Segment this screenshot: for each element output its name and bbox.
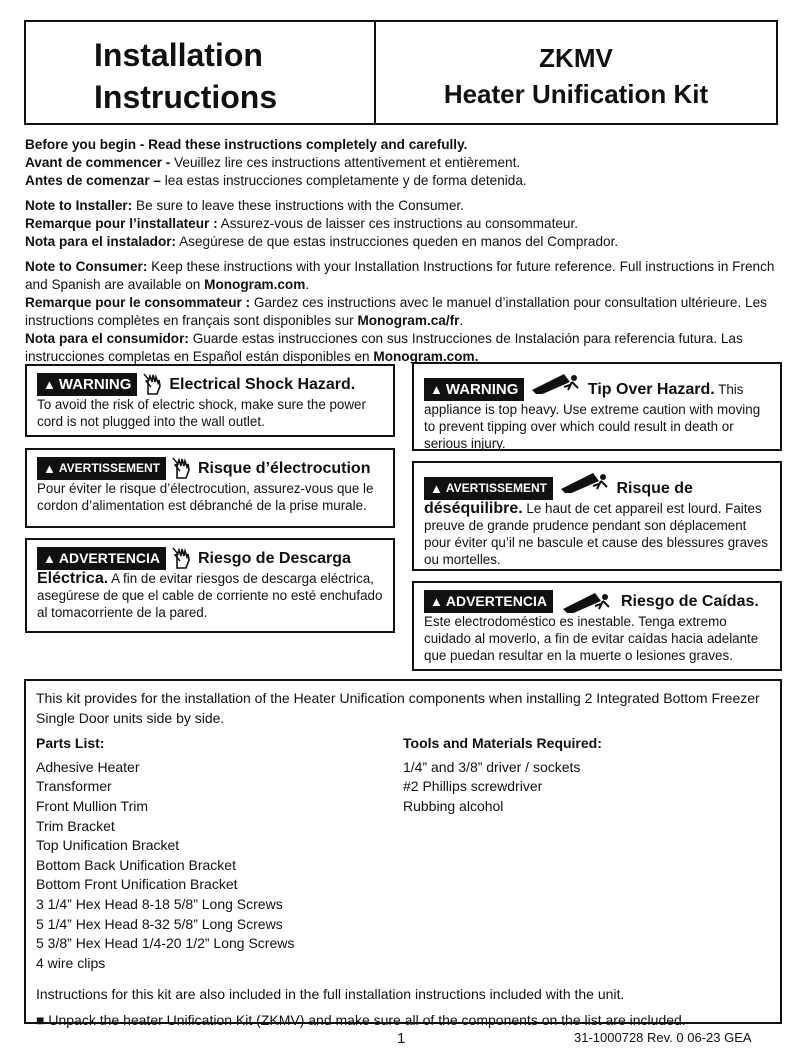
warning-shock-fr [25,448,395,528]
hazard-title-cont: déséquilibre. [424,500,523,517]
list-item: Bottom Front Unification Bracket [36,876,238,893]
list-item: Bottom Back Unification Bracket [36,856,236,873]
warning-badge [424,477,553,500]
electric-shock-hand-icon [172,546,192,570]
list-item: Front Mullion Trim [36,797,149,814]
installer-en-label: Note to Installer: [25,198,133,213]
intro-notes [25,136,785,373]
warning-shock-en [25,364,395,437]
warning-shock-es-header [37,546,383,570]
list-item: #2 Phillips screwdriver [403,778,543,795]
list-item: 3 1/4” Hex Head 8-18 5/8” Long Screws [36,895,283,912]
consumer-fr-end: . [459,313,464,328]
consumer-fr-label: Remarque pour le consommateur : [25,295,251,310]
warning-shock-en-header [37,372,383,396]
before-you-begin [25,136,785,190]
warning-triangle-icon: ▲ [43,550,56,566]
kit-note: Instructions for this kit are also included in the full installation instructions included with the unit. [36,986,625,1003]
consumer-en-label: Note to Consumer: [25,259,148,274]
list-item: 5 3/8” Hex Head 1/4-20 1/2” Long Screws [36,935,295,952]
kit-contents-box [24,679,782,1028]
hazard-title-cont: Eléctrica. [37,570,109,587]
kit-columns [36,734,770,973]
tip-over-icon [559,589,615,613]
warning-shock-es [25,538,395,633]
parts-items [36,758,403,974]
before-fr: Veuillez lire ces instructions attentivement et entièrement. [170,155,521,170]
installer-es: Asegúrese de que estas instrucciones queden en manos del Comprador. [176,234,619,249]
unpack-step [36,1011,770,1031]
hazard-title: Tip Over Hazard. [587,381,715,398]
kit-title [376,22,776,123]
doc-title [26,22,376,123]
warning-badge [37,547,166,570]
electric-shock-hand-icon [143,372,163,396]
bullet-square-icon: ■ [36,1011,45,1028]
hazard-title: Electrical Shock Hazard. [169,375,356,393]
doc-title-line1: Installation [94,37,263,73]
warning-body [424,370,770,452]
tools-items [403,758,770,817]
kit-description: This kit provides for the installation of the Heater Unification components when installing 2 Integrated Bottom Freezer Single Door units side by side. [36,690,760,726]
installer-en: Be sure to leave these instructions with the Consumer. [132,198,464,213]
before-es-label: Antes de comenzar – [25,173,161,188]
consumer-fr: Gardez ces instructions avec le manuel d’installation pour consultation ultérieure. Les instructions complètes en français sont disponibles sur [25,295,767,328]
parts-list [36,734,403,973]
hazard-title: Risque d’électrocution [198,459,371,477]
warning-tip-fr [412,461,782,571]
warning-badge [37,373,137,396]
page-number: 1 [397,1030,406,1047]
list-item: Rubbing alcohol [403,797,504,814]
warning-text: Pour éviter le risque d’électrocution, assurez-vous que le cordon d’alimentation est débranché de la prise murale. [37,481,374,513]
tip-over-icon [557,469,613,493]
warning-badge-label: ADVERTENCIA [58,549,160,566]
list-item: 4 wire clips [36,954,106,971]
warning-text: Le haut de cet appareil est lourd. Faites preuve de grande prudence pendant son déplacement pour éviter qu’il ne bascule et cause des blessures graves ou mortelles. [424,501,768,567]
electric-shock-hand-icon [172,456,192,480]
list-item: Top Unification Bracket [36,837,180,854]
document-id: 31-1000728 Rev. 0 06-23 GEA [574,1030,752,1045]
warning-body [424,469,770,568]
warning-badge-label: WARNING [445,381,519,398]
consumer-fr-link[interactable]: Monogram.ca/fr [357,313,460,328]
list-item: Trim Bracket [36,817,115,834]
tools-heading: Tools and Materials Required: [403,735,602,752]
hazard-title: Riesgo de Descarga [198,549,351,567]
note-to-consumer [25,258,785,366]
warning-tip-es-header [424,589,770,613]
consumer-en-end: . [305,277,310,292]
parts-heading: Parts List: [36,735,105,752]
hazard-title: Risque de [616,480,693,497]
warning-badge-label: AVERTISSEMENT [58,460,160,475]
note-to-installer [25,197,785,251]
warning-badge-label: AVERTISSEMENT [445,481,547,495]
warning-triangle-icon: ▲ [43,376,56,392]
hazard-title: Riesgo de Caídas. [621,592,759,610]
installer-fr-label: Remarque pour l’installateur : [25,216,218,231]
warning-text: A fin de evitar riesgos de descarga eléctrica, asegúrese de que el cable de corriente no esté enchufado al tomacorriente de la pared. [37,571,383,620]
warning-triangle-icon: ▲ [430,382,443,397]
consumer-es-link[interactable]: Monogram.com. [373,349,479,364]
consumer-es-label: Nota para el consumidor: [25,331,189,346]
warning-text: To avoid the risk of electric shock, make sure the power cord is not plugged into the wall outlet. [37,397,366,429]
list-item: Adhesive Heater [36,758,140,775]
unpack-step-text: Unpack the heater Unification Kit (ZKMV) and make sure all of the components on the list are included. [48,1011,686,1028]
consumer-es: Guarde estas instrucciones con sus Instrucciones de Instalación para referencia futura. Las instrucciones completas en Español están disponibles en [25,331,743,364]
warning-triangle-icon: ▲ [43,460,56,476]
warning-badge-label: ADVERTENCIA [445,592,547,609]
kit-model: ZKMV [539,43,613,73]
warning-badge [424,378,524,401]
list-item: 1/4” and 3/8” driver / sockets [403,758,581,775]
tip-over-icon [528,370,584,394]
title-box [24,20,778,125]
installer-fr: Assurez-vous de laisser ces instructions au consommateur. [217,216,579,231]
warning-triangle-icon: ▲ [430,481,443,496]
warning-text: This appliance is top heavy. Use extreme caution with moving to prevent tipping over which could result in death or serious injury. [424,382,761,451]
warning-body [37,570,383,621]
warning-shock-fr-header [37,456,383,480]
before-en: Before you begin - Read these instructions completely and carefully. [25,137,468,152]
kit-name: Heater Unification Kit [443,79,709,109]
warning-text: Este electrodoméstico es inestable. Tenga extremo cuidado al moverlo, a fin de evitar caídas hacia adelante que puedan resultar en la muerte o lesiones graves. [424,614,759,663]
warning-badge [424,590,553,613]
doc-title-line2: Instructions [94,79,278,115]
warning-triangle-icon: ▲ [430,593,443,609]
consumer-en-link[interactable]: Monogram.com [204,277,306,292]
consumer-en: Keep these instructions with your Installation Instructions for future reference. Full instructions in French and Spanish are available on [25,259,775,292]
list-item: 5 1/4” Hex Head 8-32 5/8” Long Screws [36,915,283,932]
warning-badge [37,457,166,480]
warning-badge-label: WARNING [58,375,132,393]
warning-tip-es [412,581,782,671]
list-item: Transformer [36,778,112,795]
before-es: lea estas instrucciones completamente y de forma detenida. [160,173,527,188]
warning-tip-en [412,362,782,451]
tools-list [403,734,770,973]
installer-es-label: Nota para el instalador: [25,234,177,249]
before-fr-label: Avant de commencer - [25,155,171,170]
